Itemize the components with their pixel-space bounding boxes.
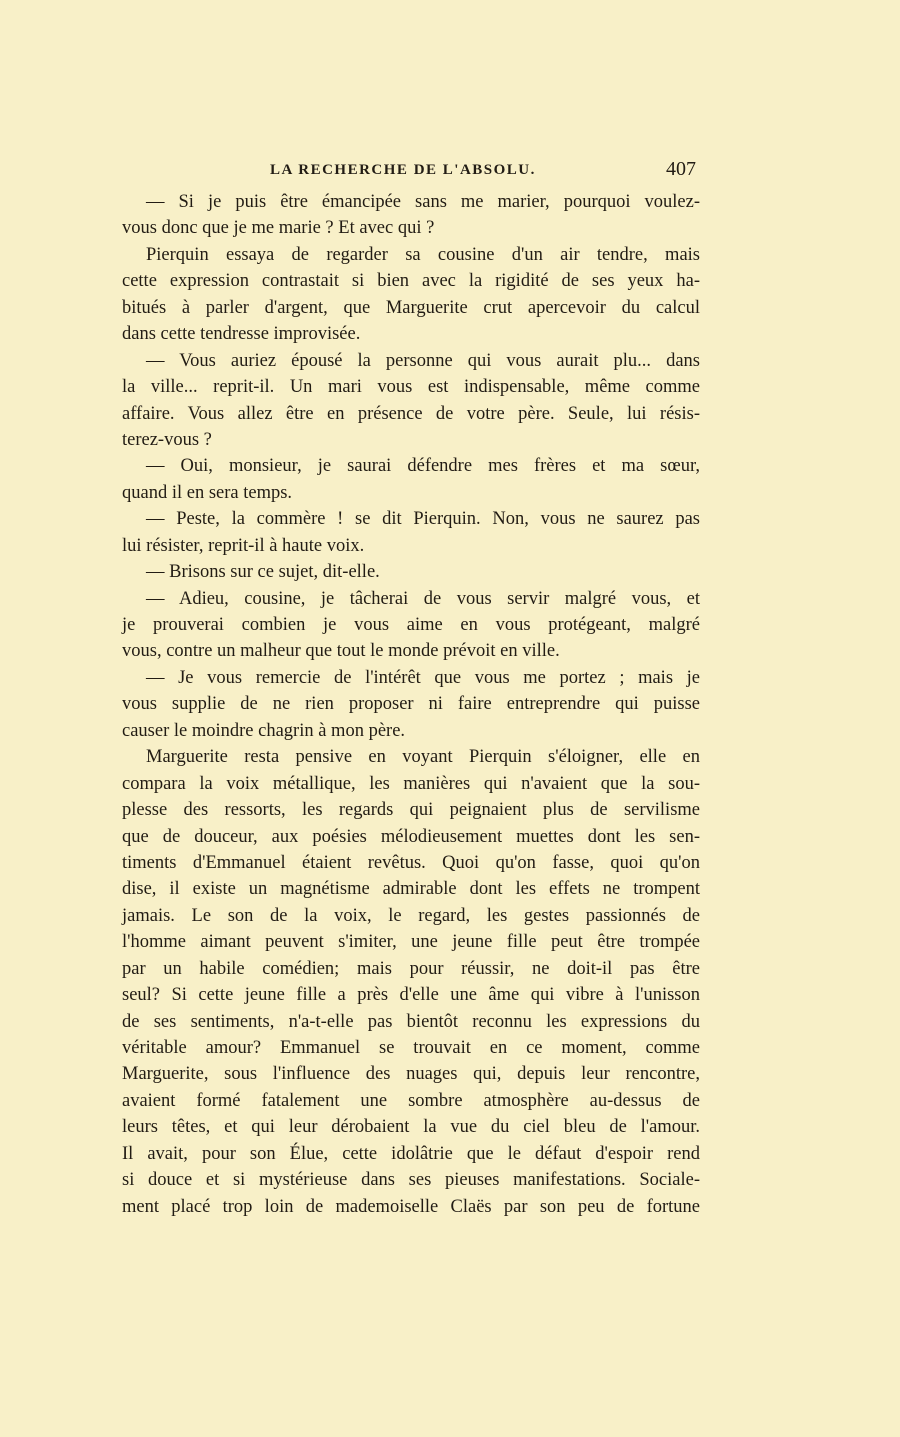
text-line: jamais. Le son de la voix, le regard, les gestes passionnés de xyxy=(122,905,700,926)
text-line: plesse des ressorts, les regards qui peignaient plus de servilisme xyxy=(122,800,700,821)
text-line: vous supplie de ne rien proposer ni faire entreprendre qui puisse xyxy=(122,694,700,715)
text-line: timents d'Emmanuel étaient revêtus. Quoi qu'on fasse, quoi qu'on xyxy=(122,852,700,873)
text-line: — Oui, monsieur, je saurai défendre mes frères et ma sœur, xyxy=(146,456,700,477)
page-body xyxy=(122,189,700,1220)
text-line: que de douceur, aux poésies mélodieusement muettes dont les sen- xyxy=(122,826,700,847)
text-line: vous donc que je me marie ? Et avec qui ? xyxy=(122,218,435,239)
text-line: — Peste, la commère ! se dit Pierquin. Non, vous ne saurez pas xyxy=(146,509,700,530)
text-line: vous, contre un malheur que tout le monde prévoit en ville. xyxy=(122,641,560,662)
text-line: véritable amour? Emmanuel se trouvait en ce moment, comme xyxy=(122,1038,700,1058)
text-line: l'homme aimant peuvent s'imiter, une jeune fille peut être trompée xyxy=(122,932,700,953)
text-line: — Adieu, cousine, je tâcherai de vous servir malgré vous, et xyxy=(146,588,700,609)
text-line: Marguerite resta pensive en voyant Pierquin s'éloigner, elle en xyxy=(146,747,700,768)
text-line: terez-vous ? xyxy=(122,429,212,450)
text-line: — Vous auriez épousé la personne qui vous aurait plu... dans xyxy=(146,350,700,371)
paragraph xyxy=(122,559,700,585)
paragraph xyxy=(122,665,700,744)
page-header xyxy=(122,158,700,184)
text-line: avaient formé fatalement une sombre atmosphère au-dessus de xyxy=(122,1090,700,1111)
running-title: LA RECHERCHE DE L'ABSOLU. xyxy=(270,162,536,178)
text-line: Il avait, pour son Élue, cette idolâtrie que le défaut d'espoir rend xyxy=(122,1143,700,1164)
text-line: quand il en sera temps. xyxy=(122,482,293,503)
text-line: je prouverai combien je vous aime en vous protégeant, malgré xyxy=(122,615,700,635)
text-line: compara la voix métallique, les manières qui n'avaient que la sou- xyxy=(122,773,700,794)
text-line: par un habile comédien; mais pour réussir, ne doit-il pas être xyxy=(122,958,700,979)
text-line: affaire. Vous allez être en présence de votre père. Seule, lui résis- xyxy=(122,403,700,424)
paragraph xyxy=(122,506,700,559)
page-number: 407 xyxy=(666,158,696,180)
text-line: seul? Si cette jeune fille a près d'elle une âme qui vibre à l'unisson xyxy=(122,985,700,1006)
text-line: — Je vous remercie de l'intérêt que vous me portez ; mais je xyxy=(146,667,700,688)
paragraph xyxy=(122,348,700,454)
paragraph xyxy=(122,189,700,242)
paragraph xyxy=(122,744,700,1220)
text-line: Pierquin essaya de regarder sa cousine d'un air tendre, mais xyxy=(146,244,700,265)
paragraph xyxy=(122,242,700,348)
text-line: dise, il existe un magnétisme admirable dont les effets ne trompent xyxy=(122,879,700,900)
text-line: — Brisons sur ce sujet, dit-elle. xyxy=(146,562,380,583)
paragraph xyxy=(122,586,700,665)
text-line: leurs têtes, et qui leur dérobaient la vue du ciel bleu de l'amour. xyxy=(122,1117,700,1138)
text-line: dans cette tendresse improvisée. xyxy=(122,324,361,345)
text-line: la ville... reprit-il. Un mari vous est indispensable, même comme xyxy=(122,377,700,398)
text-line: Marguerite, sous l'influence des nuages qui, depuis leur rencontre, xyxy=(122,1064,700,1085)
text-line: de ses sentiments, n'a-t-elle pas bientôt reconnu les expressions du xyxy=(122,1011,700,1032)
text-line: lui résister, reprit-il à haute voix. xyxy=(122,535,365,556)
text-line: si douce et si mystérieuse dans ses pieuses manifestations. Sociale- xyxy=(122,1170,700,1191)
paragraph xyxy=(122,453,700,506)
text-line: bitués à parler d'argent, que Marguerite crut apercevoir du calcul xyxy=(122,297,700,318)
text-line: causer le moindre chagrin à mon père. xyxy=(122,720,406,741)
text-line: cette expression contrastait si bien avec la rigidité de ses yeux ha- xyxy=(122,271,700,292)
text-line: — Si je puis être émancipée sans me marier, pourquoi voulez- xyxy=(146,192,700,212)
text-line: ment placé trop loin de mademoiselle Claës par son peu de fortune xyxy=(122,1196,700,1217)
